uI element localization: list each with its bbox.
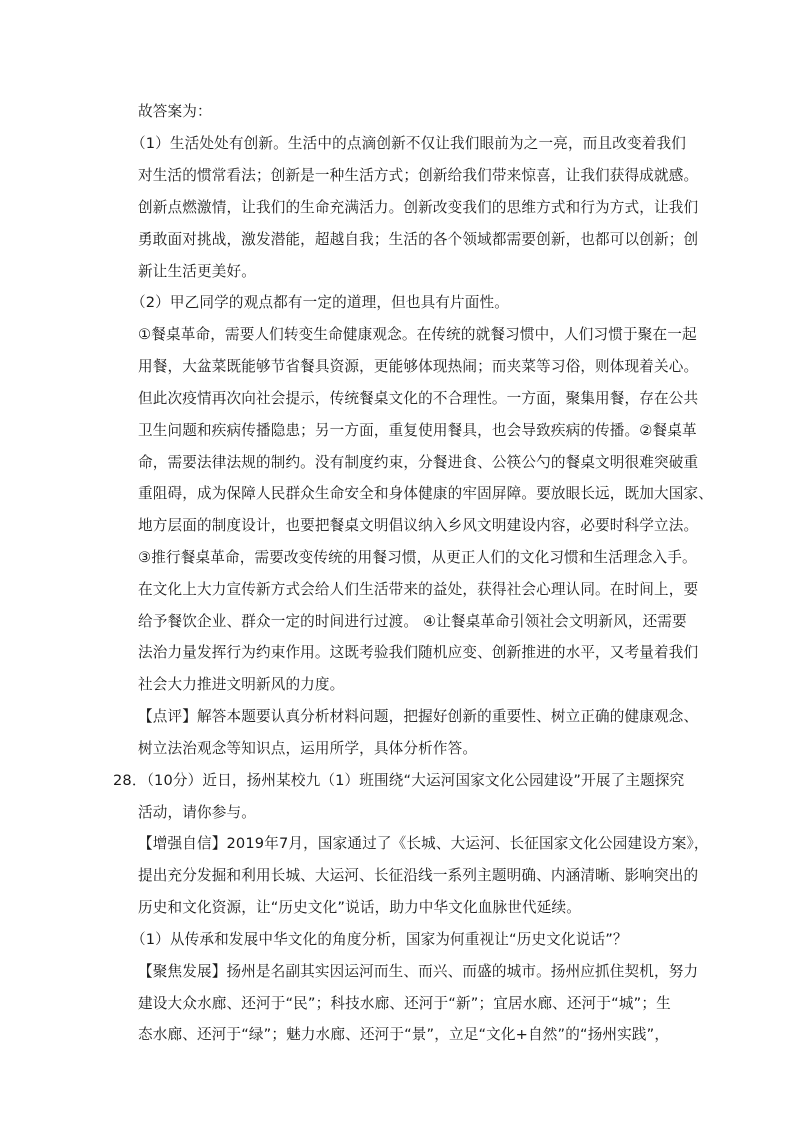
answer-1-line: 对生活的惯常看法；创新是一种生活方式；创新给我们带来惊喜，让我们获得成就感。 xyxy=(138,167,699,184)
answer-2-line: 但此次疫情再次向社会提示，传统餐桌文化的不合理性。一方面，聚集用餐，存在公共 xyxy=(138,390,699,407)
sub-question-1: （1）从传承和发展中华文化的角度分析，国家为何重视让“历史文化说话”？ xyxy=(131,931,628,948)
answer-2-line: 给予餐饮企业、群众一定的时间进行过渡。 ④让餐桌革命引领社会文明新风，还需要 xyxy=(138,613,687,630)
material-line: 【聚焦发展】扬州是名副其实因运河而生、而兴、而盛的城市。扬州应抓住契机，努力 xyxy=(138,963,699,980)
answer-1-line: （1）生活处处有创新。生活中的点滴创新不仅让我们眼前为之一亮，而且改变着我们 xyxy=(131,135,686,152)
answer-2-line: 卫生问题和疾病传播隐患；另一方面，重复使用餐具，也会导致疾病的传播。②餐桌革 xyxy=(138,422,697,439)
answer-2-line: 地方层面的制度设计，也要把餐桌文明倡议纳入乡风文明建设内容，必要时科学立法。 xyxy=(138,517,699,534)
answer-1-line: 新让生活更美好。 xyxy=(138,263,256,280)
answer-2-line: 法治力量发挥行为约束作用。这既考验我们随机应变、创新推进的水平，又考量着我们 xyxy=(138,644,699,661)
answer-1-line: 勇敢面对挑战，激发潜能，超越自我；生活的各个领域都需要创新，也都可以创新；创 xyxy=(138,231,699,248)
answer-2-line: 社会大力推进文明新风的力度。 xyxy=(138,676,345,693)
answer-2-line: ③推行餐桌革命，需要改变传统的用餐习惯，从更正人们的文化习惯和生活理念入手。 xyxy=(138,549,697,566)
answer-2-line: ①餐桌革命，需要人们转变生命健康观念。在传统的就餐习惯中，人们习惯于聚在一起 xyxy=(138,326,697,343)
question-28-title: 活动，请你参与。 xyxy=(138,804,256,821)
comment-line: 树立法治观念等知识点，运用所学，具体分析作答。 xyxy=(138,740,478,757)
answer-2-line: （2）甲乙同学的观点都有一定的道理，但也具有片面性。 xyxy=(131,294,510,311)
material-line: 【增强自信】2019年7月，国家通过了《长城、大运河、长征国家文化公园建设方案》， xyxy=(138,835,709,852)
material-line: 建设大众水廊、还河于“民”；科技水廊、还河于“新”；宜居水廊、还河于“城”；生 xyxy=(138,995,671,1012)
answer-heading: 故答案为： xyxy=(138,103,212,120)
answer-2-line: 命，需要法律法规的制约。没有制度约束，分餐进食、公筷公勺的餐桌文明很难突破重 xyxy=(138,454,699,471)
material-line: 历史和文化资源，让“历史文化”说话，助力中华文化血脉世代延续。 xyxy=(138,899,581,916)
answer-2-line: 在文化上大力宣传新方式会给人们生活带来的益处，获得社会心理认同。在时间上，要 xyxy=(138,581,699,598)
comment-line: 【点评】解答本题要认真分析材料问题，把握好创新的重要性、树立正确的健康观念、 xyxy=(138,708,699,725)
question-28-title: 28．（10分）近日，扬州某校九（1）班围绕“大运河国家文化公园建设”开展了主题探究 xyxy=(113,772,685,789)
material-line: 态水廊、还河于“绿”；魅力水廊、还河于“景”，立足“文化+自然”的“扬州实践”， xyxy=(138,1026,670,1043)
material-line: 提出充分发掘和利用长城、大运河、长征沿线一系列主题明确、内涵清晰、影响突出的 xyxy=(138,867,699,884)
answer-2-line: 用餐，大盆菜既能够节省餐具资源，更能够体现热闹；而夹菜等习俗，则体现着关心。 xyxy=(138,358,699,375)
answer-1-line: 创新点燃激情，让我们的生命充满活力。创新改变我们的思维方式和行为方式，让我们 xyxy=(138,199,699,216)
answer-2-line: 重阻碍，成为保障人民群众生命安全和身体健康的牢固屏障。要放眼长远，既加大国家、 xyxy=(138,485,714,502)
